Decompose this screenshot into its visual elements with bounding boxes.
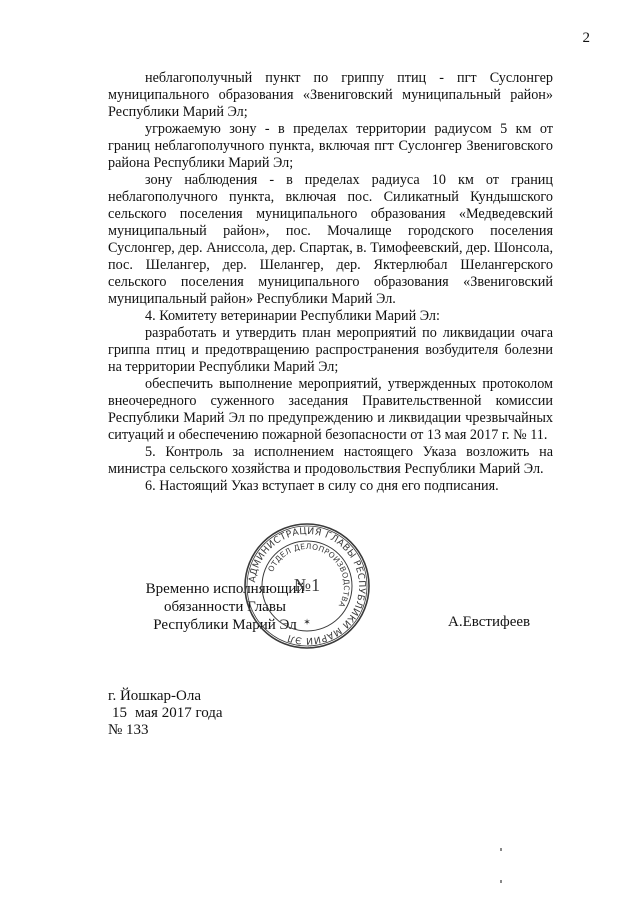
- signatory-title-line: Республики Марий Эл: [153, 617, 297, 633]
- official-stamp: [243, 522, 371, 650]
- signatory-title-line: Временно исполняющий: [145, 581, 305, 597]
- paragraph-item-4: 4. Комитету ветеринарии Республики Марий Эл:: [145, 308, 440, 324]
- document-date: [108, 705, 223, 722]
- signatory-title-line: обязанности Главы: [163, 599, 286, 615]
- paragraph-item-5: 5. Контроль за исполнением настоящего Указа возложить на министра сельского хозяйства и продовольствия Республики Марий Эл.: [108, 444, 553, 477]
- paragraph-threatened-zone: угрожаемую зону - в пределах территории радиусом 5 км от границ неблагополучного пункта, включая пгт Суслонгер Звениговского района Республики Марий Эл;: [108, 121, 553, 171]
- date-day: 15: [112, 705, 127, 721]
- star-icon: ✶: [303, 618, 311, 628]
- paragraph-develop-plan: разработать и утвердить план мероприятий по ликвидации очага гриппа птиц и предотвращению распространения возбудителя болезни на территории Республики Марий Эл;: [108, 325, 553, 375]
- stamp-seal: [243, 522, 371, 650]
- scan-speck: [500, 880, 502, 883]
- paragraph-item-6: 6. Настоящий Указ вступает в силу со дня его подписания.: [145, 478, 499, 494]
- date-month-year: мая 2017 года: [135, 705, 223, 721]
- stamp-number: №1: [293, 575, 321, 595]
- document-number: № 133: [108, 722, 149, 738]
- page-number: 2: [582, 30, 590, 46]
- decree-body: [108, 70, 553, 495]
- paragraph-observation-zone: зону наблюдения - в пределах радиуса 10 км от границ неблагополучного пункта, включая пос. Силикатный Кундышского сельского поселения муниципального образования «Медведевский муниципальный район», пос. Мочалище городского поселения Суслонгер, дер. Аниссола, дер. Спартак, в. Тимофеевский, дер. Шонсола, пос. Шелангер, дер. Шелангер, дер. Яктерлюбал Шелангерского сельского поселения муниципального образования «Звениговский муниципальный район» Республики Марий Эл.: [108, 172, 553, 307]
- scan-speck: [500, 848, 502, 851]
- signatory-name: А.Евстифеев: [448, 614, 531, 630]
- document-footer: [108, 688, 223, 739]
- stamp-outer-text: АДМИНИСТРАЦИЯ ГЛАВЫ РЕСПУБЛИКИ МАРИЙ ЭЛ: [247, 525, 368, 647]
- city: г. Йошкар-Ола: [108, 688, 202, 704]
- paragraph-ensure-execution: обеспечить выполнение мероприятий, утвержденных протоколом внеочередного суженного заседания Правительственной комиссии Республики Марий Эл по предупреждению и ликвидации чрезвычайных ситуаций и обеспечению пожарной безопасности от 13 мая 2017 г. № 11.: [108, 376, 553, 443]
- stamp-inner-text: ОТДЕЛ ДЕЛОПРОИЗВОДСТВА: [266, 541, 352, 610]
- paragraph-infected-point: неблагополучный пункт по гриппу птиц - пгт Суслонгер муниципального образования «Звениговский муниципальный район» Республики Марий Эл;: [108, 70, 553, 120]
